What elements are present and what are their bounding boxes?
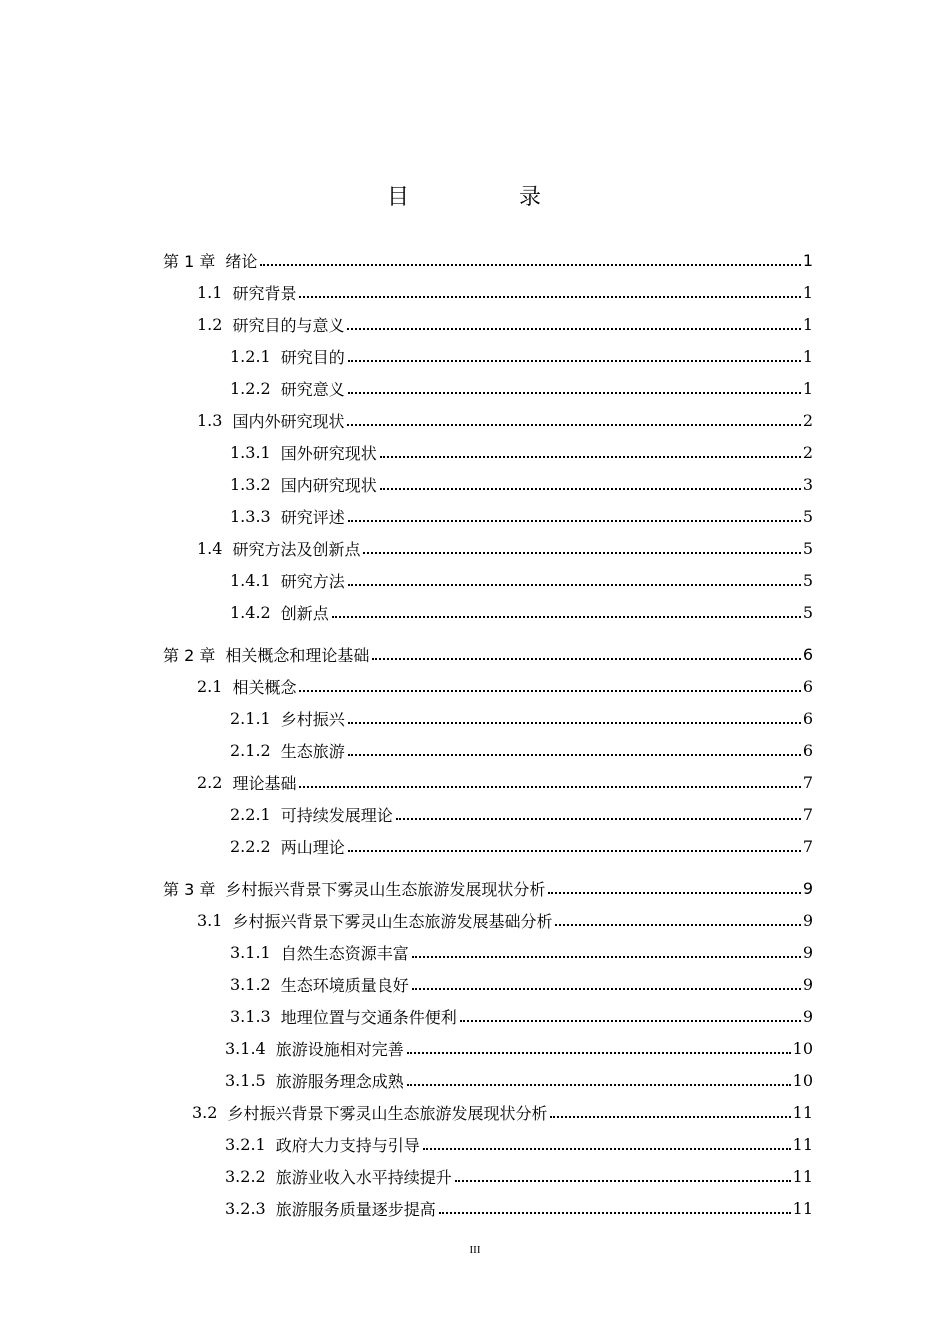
toc-dot-leader: [455, 1179, 791, 1182]
toc-entry-title: 政府大力支持与引导: [275, 1135, 420, 1155]
toc-entry-number: 3.1.3: [230, 1006, 271, 1026]
toc-entry[interactable]: [230, 340, 813, 372]
toc-entry[interactable]: [230, 968, 813, 1000]
toc-entry-number: 3.2: [192, 1102, 218, 1122]
toc-entry-title: 乡村振兴背景下雾灵山生态旅游发展现状分析: [227, 1103, 548, 1123]
toc-entry[interactable]: [225, 1032, 813, 1064]
toc-entry[interactable]: [197, 670, 813, 702]
toc-dot-leader: [348, 359, 801, 362]
toc-entry-page: 1: [802, 346, 813, 366]
toc-dot-leader: [412, 987, 801, 990]
toc-entry-page: 1: [802, 378, 813, 398]
toc-dot-leader: [380, 455, 801, 458]
page-title: 目 录: [386, 185, 585, 210]
toc-entry-title: 研究方法及创新点: [232, 539, 361, 559]
toc-dot-leader: [347, 327, 800, 330]
toc-entry-title: 旅游服务理念成熟: [275, 1071, 404, 1091]
toc-entry[interactable]: [230, 830, 813, 862]
toc-dot-leader: [423, 1147, 791, 1150]
toc-entry-number: 1.4: [197, 538, 223, 558]
toc-dot-leader: [347, 423, 800, 426]
toc-entry-number: 1.4.1: [230, 570, 271, 590]
toc-dot-leader: [396, 817, 801, 820]
toc-entry-title: 旅游设施相对完善: [275, 1039, 404, 1059]
toc-entry-title: 相关概念: [232, 677, 297, 697]
toc-entry-number: 2.1.2: [230, 740, 271, 760]
toc-entry-page: 1: [802, 282, 813, 302]
toc-entry-number: 1.2: [197, 314, 223, 334]
toc-entry[interactable]: [197, 308, 813, 340]
toc-entry-page: 7: [802, 772, 813, 792]
toc-entry-number: 1.2.1: [230, 346, 271, 366]
toc-dot-leader: [332, 615, 801, 618]
toc-dot-leader: [348, 849, 801, 852]
toc-entry[interactable]: [230, 500, 813, 532]
toc-entry-number: 2.2.2: [230, 836, 271, 856]
toc-entry-number: 3.1.4: [225, 1038, 266, 1058]
toc-entry-number: 3.1.1: [230, 942, 271, 962]
toc-entry[interactable]: [197, 276, 813, 308]
toc-entry-number: 3.2.2: [225, 1166, 266, 1186]
toc-entry-page: 2: [802, 410, 813, 430]
toc-entry-title: 创新点: [280, 603, 329, 623]
toc-entry-number: 1.2.2: [230, 378, 271, 398]
toc-entry-page: 5: [802, 602, 813, 622]
toc-dot-leader: [348, 583, 801, 586]
toc-chapter-entry[interactable]: [163, 244, 813, 276]
toc-dot-leader: [299, 689, 800, 692]
toc-entry-number: 2.2.1: [230, 804, 271, 824]
toc-entry-title: 研究评述: [280, 507, 345, 527]
toc-entry-title: 绪论: [225, 251, 258, 271]
toc-entry-page: 11: [792, 1102, 813, 1122]
toc-entry-page: 9: [802, 974, 813, 994]
toc-entry-page: 5: [802, 506, 813, 526]
toc-entry[interactable]: [230, 798, 813, 830]
toc-entry[interactable]: [197, 766, 813, 798]
toc-entry-title: 乡村振兴背景下雾灵山生态旅游发展现状分析: [225, 879, 546, 899]
toc-entry-number: 3.1.5: [225, 1070, 266, 1090]
toc-dot-leader: [439, 1211, 791, 1214]
toc-entry-page: 1: [802, 250, 813, 270]
toc-entry[interactable]: [230, 596, 813, 628]
toc-entry-page: 9: [802, 1006, 813, 1026]
toc-entry-title: 研究意义: [280, 379, 345, 399]
toc-entry-number: 1.3.2: [230, 474, 271, 494]
toc-entry-title: 可持续发展理论: [280, 805, 393, 825]
toc-entry-page: 11: [792, 1198, 813, 1218]
toc-entry-page: 6: [802, 644, 813, 664]
toc-entry[interactable]: [230, 372, 813, 404]
toc-dot-leader: [380, 487, 801, 490]
toc-entry-title: 相关概念和理论基础: [225, 645, 370, 665]
toc-entry-number: 3.2.1: [225, 1134, 266, 1154]
toc-entry-page: 9: [802, 878, 813, 898]
toc-entry-title: 生态环境质量良好: [280, 975, 409, 995]
toc-entry-number: 1.3: [197, 410, 223, 430]
toc-entry[interactable]: [230, 734, 813, 766]
toc-entry-page: 7: [802, 804, 813, 824]
toc-entry-title: 自然生态资源丰富: [280, 943, 409, 963]
toc-entry-number: 第 3 章: [163, 879, 216, 899]
toc-entry[interactable]: [197, 532, 813, 564]
toc-entry-number: 3.1: [197, 910, 223, 930]
toc-entry[interactable]: [225, 1192, 813, 1224]
toc-entry-title: 理论基础: [232, 773, 297, 793]
toc-entry[interactable]: [225, 1128, 813, 1160]
toc-entry-page: 9: [802, 942, 813, 962]
toc-dot-leader: [555, 923, 800, 926]
toc-entry-number: 2.1.1: [230, 708, 271, 728]
toc-entry[interactable]: [225, 1064, 813, 1096]
toc-entry-page: 5: [802, 538, 813, 558]
toc-dot-leader: [372, 657, 800, 660]
toc-entry-title: 地理位置与交通条件便利: [280, 1007, 457, 1027]
toc-entry-number: 1.3.1: [230, 442, 271, 462]
toc-entry-number: 3.1.2: [230, 974, 271, 994]
toc-entry-number: 2.1: [197, 676, 223, 696]
toc-entry-page: 7: [802, 836, 813, 856]
toc-entry-page: 6: [802, 676, 813, 696]
toc-dot-leader: [348, 721, 801, 724]
toc-entry-title: 乡村振兴: [280, 709, 345, 729]
toc-dot-leader: [363, 551, 800, 554]
toc-entry-number: 1.4.2: [230, 602, 271, 622]
toc-entry[interactable]: [230, 564, 813, 596]
toc-chapter-entry[interactable]: [163, 638, 813, 670]
toc-entry-title: 旅游业收入水平持续提升: [275, 1167, 452, 1187]
toc-entry-number: 1.1: [197, 282, 223, 302]
toc-entry[interactable]: [192, 1096, 813, 1128]
toc-entry-page: 9: [802, 910, 813, 930]
toc-entry-title: 国内外研究现状: [232, 411, 345, 431]
page-number: III: [469, 1244, 481, 1256]
toc-entry-page: 1: [802, 314, 813, 334]
toc-entry-number: 3.2.3: [225, 1198, 266, 1218]
toc-entry[interactable]: [230, 1000, 813, 1032]
toc-entry-title: 国内研究现状: [280, 475, 377, 495]
toc-entry-title: 研究目的: [280, 347, 345, 367]
toc-entry-page: 10: [792, 1070, 813, 1090]
toc-entry[interactable]: [230, 468, 813, 500]
toc-entry-number: 第 2 章: [163, 645, 216, 665]
toc-dot-leader: [299, 785, 800, 788]
toc-entry-page: 5: [802, 570, 813, 590]
toc-entry-number: 1.3.3: [230, 506, 271, 526]
toc-entry-page: 11: [792, 1134, 813, 1154]
toc-entry-page: 6: [802, 708, 813, 728]
toc-entry[interactable]: [197, 404, 813, 436]
toc-entry-page: 3: [802, 474, 813, 494]
toc-dot-leader: [412, 955, 801, 958]
toc-entry[interactable]: [230, 936, 813, 968]
toc-entry[interactable]: [230, 702, 813, 734]
toc-entry-page: 11: [792, 1166, 813, 1186]
toc-entry-title: 旅游服务质量逐步提高: [275, 1199, 436, 1219]
toc-dot-leader: [299, 295, 800, 298]
toc-entry-title: 国外研究现状: [280, 443, 377, 463]
toc-dot-leader: [407, 1083, 791, 1086]
toc-dot-leader: [348, 753, 801, 756]
toc-entry-title: 生态旅游: [280, 741, 345, 761]
toc-dot-leader: [548, 891, 800, 894]
toc-entry-title: 研究背景: [232, 283, 297, 303]
toc-dot-leader: [550, 1115, 790, 1118]
toc-chapter-entry[interactable]: [163, 872, 813, 904]
toc-entry-title: 研究目的与意义: [232, 315, 345, 335]
toc-dot-leader: [348, 519, 801, 522]
toc-dot-leader: [348, 391, 801, 394]
toc-entry-number: 第 1 章: [163, 251, 216, 271]
toc-entry-number: 2.2: [197, 772, 223, 792]
toc-entry[interactable]: [197, 904, 813, 936]
toc-entry-title: 乡村振兴背景下雾灵山生态旅游发展基础分析: [232, 911, 553, 931]
toc-entry-page: 6: [802, 740, 813, 760]
toc-entry-page: 2: [802, 442, 813, 462]
toc-entry[interactable]: [225, 1160, 813, 1192]
toc-entry-page: 10: [792, 1038, 813, 1058]
toc-entry-title: 研究方法: [280, 571, 345, 591]
toc-dot-leader: [407, 1051, 791, 1054]
toc-dot-leader: [460, 1019, 801, 1022]
toc-entry[interactable]: [230, 436, 813, 468]
toc-dot-leader: [260, 263, 800, 266]
toc-entry-title: 两山理论: [280, 837, 345, 857]
